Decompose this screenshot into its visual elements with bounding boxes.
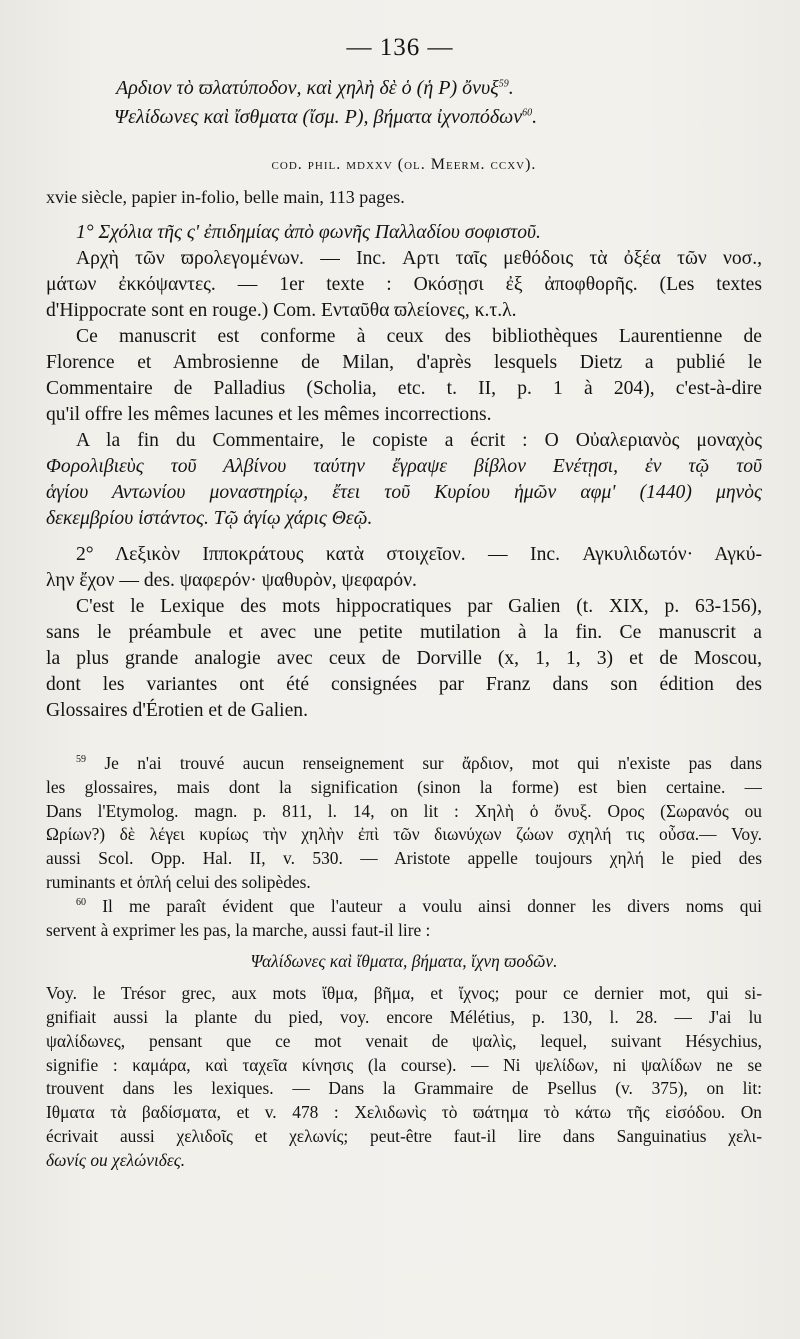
paragraph-line: Commentaire de Palladius (Scholia, etc. t. II, p. 1 à 204), c'est-à-dire: [46, 378, 762, 399]
footnote-quote: Ψαλίδωνες καὶ ἴθματα, βήματα, ἴχνη ϖοδῶν.: [250, 951, 558, 972]
footnote-line: signifie : καμάρα, καὶ ταχεῖα κίνησις (la course). — Ni ψελίδων, ni ψαλίδων ne se: [46, 1054, 762, 1075]
codex-description: xvie siècle, papier in-folio, belle main, 113 pages.: [46, 187, 405, 207]
footnote-line: Voy. le Trésor grec, aux mots ἴθμα, βῆμα, et ἴχνος; pour ce dernier mot, qui si-: [46, 983, 762, 1004]
footnote-ref-60[interactable]: 60: [522, 107, 533, 119]
footnote-line: ψαλίδωνες, pensant que ce mot venait de ψαλὶς, lequel, suivant Hésychius,: [46, 1030, 762, 1051]
paragraph-line: ἁγίου Αντωνίου μοναστηρίῳ, ἔτει τοῦ Κυρίου ἡμῶν αφμ' (1440) μηνὸς: [46, 482, 762, 503]
footnote-60: [46, 895, 762, 1173]
section-2-line: λην ἔχον — des. ψαφερόν· ψαθυρὸν, ψεφαρόν.: [46, 570, 417, 591]
section-1-line: Αρχὴ τῶν ϖρολεγομένων. — Inc. Αρτι ταῖς μεθόδοις τὰ ὀξέα τῶν νοσ.,: [76, 248, 762, 269]
codex-heading: cod. phil. mdxxv (ol. Meerm. ccxv).: [271, 156, 537, 173]
footnote-line: aussi Scol. Opp. Hal. II, v. 530. — Aristote appelle toujours χηλή le pied des: [46, 848, 762, 869]
paragraph-line: qu'il offre les mêmes lacunes et les mêmes incorrections.: [46, 404, 492, 425]
footnote-59: [46, 752, 762, 895]
footnote-marker-59: 59: [76, 754, 86, 766]
footnote-line: les glossaires, mais dont la signification (sinon la forme) est bien certaine. —: [46, 776, 762, 797]
page-number: — 136 —: [346, 34, 454, 61]
footnote-line: servent à exprimer les pas, la marche, aussi faut-il lire :: [46, 919, 431, 940]
footnote-ref-59[interactable]: 59: [498, 78, 509, 90]
paragraph-line: A la fin du Commentaire, le copiste a écrit : Ο Οὐαλεριανὸς μοναχὸς: [76, 430, 762, 451]
section-1-line: d'Hippocrate sont en rouge.) Com. Ενταῦθα ϖλείονες, κ.τ.λ.: [46, 300, 517, 321]
paragraph-line: Ce manuscrit est conforme à ceux des bibliothèques Laurentienne de: [76, 326, 762, 347]
footnote-line: Ωρίων?) δὲ λέγει κυρίως τὴν χηλὴν ἐπὶ τῶν διωνύχων ζώων σχηλή τις οὖσα.— Voy.: [46, 824, 762, 845]
intro-line-1: Αρδιον τὸ ϖλατύποδον, καὶ χηλὴ δὲ ὁ (ἡ Ρ) ὄνυξ$^{59}$.: [116, 77, 514, 99]
section-1-line: μάτων ἐκκόψαντες. — 1er texte : Οκόσῃσι ἐξ ἀποφθορῆς. (Les textes: [46, 274, 762, 295]
intro-line-2: Ψελίδωνες καὶ ἴσθματα (ἴσμ. Ρ), βήματα ἰχνοπόδων$^{60}$.: [114, 106, 538, 128]
footnote-line: $^{60}$ Il me paraît évident que l'auteur a voulu ainsi donner les divers noms qui: [76, 895, 762, 916]
footnote-line: Ιθματα τὰ βαδίσματα, et v. 478 : Χελιδωνὶς τὸ ϖάτημα τὸ κάτω τῆς εἰσόδου. On: [46, 1102, 762, 1123]
footnote-line: Dans l'Etymolog. magn. p. 811, l. 14, on lit : Χηλὴ ὁ ὄνυξ. Ορος (Σωρανός ou: [46, 800, 762, 821]
section-1-title: 1° Σχόλια τῆς ς' ἐπιδημίας ἀπὸ φωνῆς Παλλαδίου σοφιστοῦ.: [76, 222, 541, 243]
page-body: [46, 74, 762, 1173]
footnote-marker-60: 60: [76, 896, 86, 908]
paragraph-line: Florence et Ambrosienne de Milan, d'après lesquels Dietz a publié le: [46, 352, 762, 373]
footnote-line: $^{59}$ Je n'ai trouvé aucun renseignement sur ἄρδιον, mot qui n'existe pas dans: [76, 753, 762, 773]
paragraph-line: δεκεμβρίου ἱστάντος. Τῷ ἁγίῳ χάρις Θεῷ.: [46, 508, 373, 529]
paragraph-line: Glossaires d'Érotien et de Galien.: [46, 700, 308, 721]
footnote-line: trouvent dans les lexiques. — Dans la Grammaire de Psellus (v. 375), on lit:: [46, 1078, 762, 1099]
paragraph-line: C'est le Lexique des mots hippocratiques par Galien (t. XIX, p. 63-156),: [76, 596, 762, 617]
footnote-line: écrivait aussi χελιδοῖς et χελωνίς; peut-être faut-il lire dans Sanguinatius χελι-: [46, 1125, 762, 1146]
footnote-line: ruminants et ὁπλή celui des solipèdes.: [46, 871, 311, 892]
paragraph-line: sans le préambule et avec une petite mutilation à la fin. Ce manuscrit a: [46, 622, 762, 643]
paragraph-line: dont les variantes ont été consignées par Franz dans son édition des: [46, 674, 762, 695]
paragraph-line: la plus grande analogie avec ceux de Dorville (x, 1, 1, 3) et de Moscou,: [46, 648, 762, 669]
section-2-line: 2° Λεξικὸν Ιπποκράτους κατὰ στοιχεῖον. — Inc. Αγκυλιδωτόν· Αγκύ-: [76, 544, 762, 565]
paragraph-line: Φορολιβιεὺς τοῦ Αλβίνου ταύτην ἔγραψε βίβλον Ενέτῃσι, ἐν τῷ τοῦ: [46, 456, 762, 477]
intro-block: [46, 74, 762, 132]
footnote-line: δωνίς ou χελώνιδες.: [46, 1149, 186, 1170]
footnote-line: gnifiait aussi la plante du pied, voy. encore Mélétius, p. 130, l. 28. — J'ai lu: [46, 1006, 762, 1027]
